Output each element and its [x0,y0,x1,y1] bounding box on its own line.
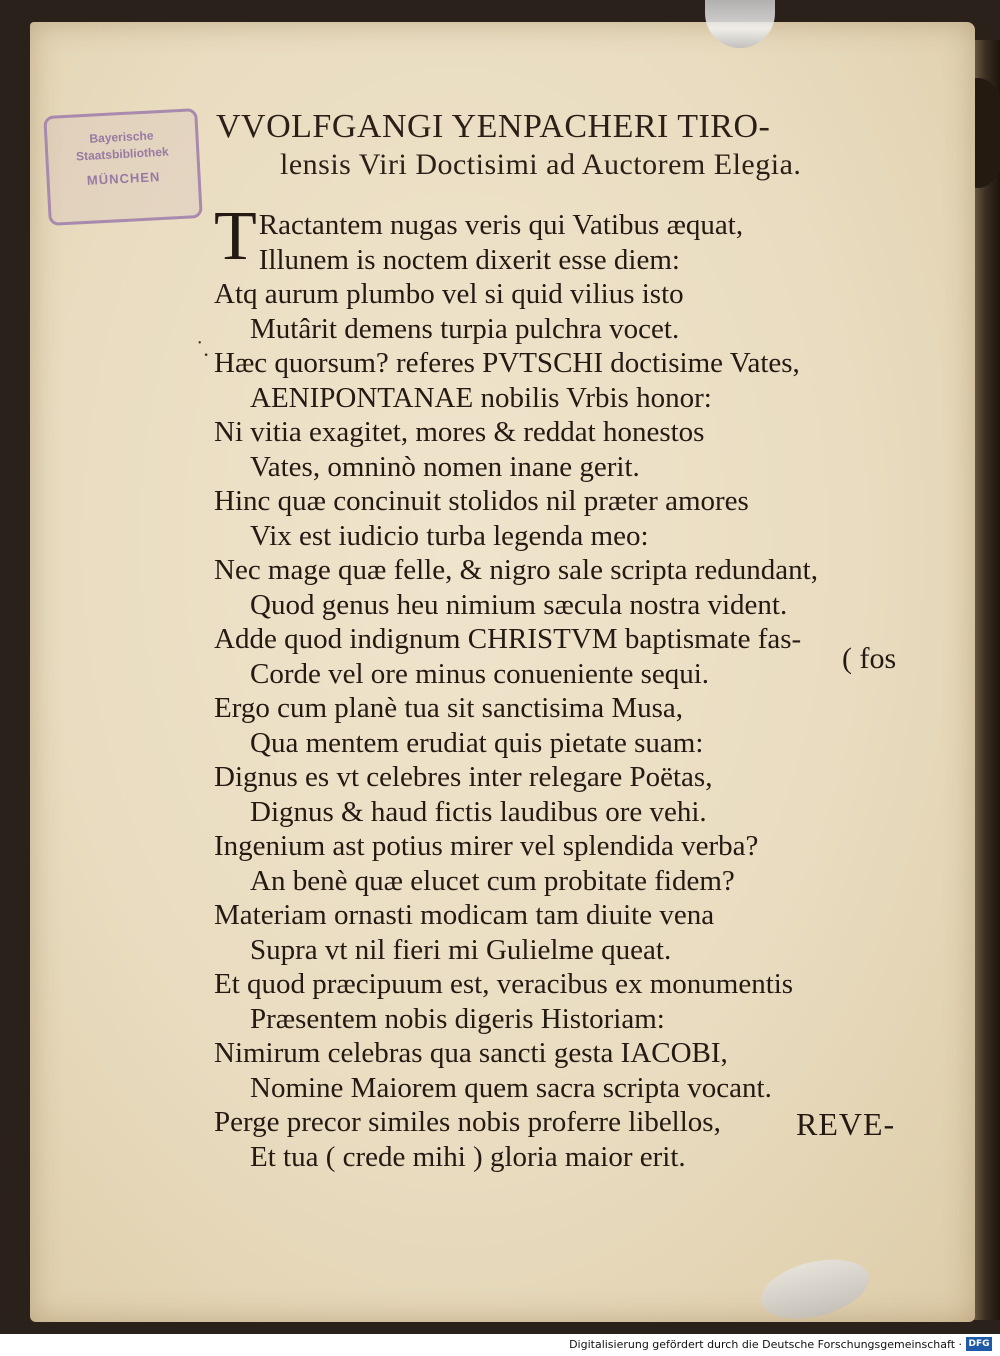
poem-line: Atq aurum plumbo vel si quid vilius isto [214,278,684,310]
poem-body [214,198,924,1174]
poem-line: Ni vitia exagitet, mores & reddat honestos [214,416,705,448]
poem-line: Hæc quorsum? referes PVTSCHI doctisime Vates, [214,347,800,379]
poem-line: AENIPONTANAE nobilis Vrbis honor: [250,381,712,414]
poem-line: Dignus es vt celebres inter relegare Poëtas, [214,761,713,793]
dfg-logo: DFG [966,1337,992,1351]
poem-line: Materiam ornasti modicam tam diuite vena [214,899,715,931]
stamp-line-1: Bayerische [89,128,154,146]
margin-mark: ˙. [196,336,209,361]
poem-line: Vates, omninò nomen inane gerit. [250,450,640,483]
poem-line: Nimirum celebras qua sancti gesta IACOBI, [214,1037,728,1069]
catchword: REVE- [796,1106,896,1142]
poem-line: Nomine Maiorem quem sacra scripta vocant. [250,1071,772,1104]
poem-line: Dignus & haud fictis laudibus ore vehi. [250,795,707,828]
poem-line: Mutârit demens turpia pulchra vocet. [250,312,680,345]
poem-line: Ergo cum planè tua sit sanctisima Musa, [214,692,684,724]
drop-cap: T [214,198,257,275]
poem-line: Adde quod indignum CHRISTVM baptismate fas- [214,623,802,655]
poem-line: Et quod præcipuum est, veracibus ex monumentis [214,968,794,1000]
poem-line: Ingenium ast potius mirer vel splendida verba? [214,830,759,862]
poem-line: Et tua ( crede mihi ) gloria maior erit. [250,1140,686,1173]
stamp-line-2: Staatsbibliothek [75,144,169,164]
poem-line: Nec mage quæ felle, & nigro sale scripta redundant, [214,554,818,586]
poem-line: Vix est iudicio turba legenda meo: [250,519,649,552]
poem-line: Quod genus heu nimium sæcula nostra vident. [250,588,788,621]
poem-line: An benè quæ elucet cum probitate fidem? [250,864,735,897]
poem-line: Qua mentem erudiat quis pietate suam: [250,726,704,759]
poem-line: Supra vt nil fieri mi Gulielme queat. [250,933,672,966]
heading-line-1: VVOLFGANGI YENPACHERI TIRO- [216,108,771,145]
stamp-city: MÜNCHEN [86,169,161,188]
poem-line: Illunem is noctem dixerit esse diem: [258,243,680,276]
heading-line-2: lensis Viri Doctisimi ad Auctorem Elegia. [280,148,802,181]
turnover-fragment: ( fos [842,642,897,675]
poem-line: Hinc quæ concinuit stolidos nil præter amores [214,485,749,517]
funding-credit: Digitalisierung gefördert durch die Deutsche Forschungsgemeinschaft · [569,1338,962,1351]
poem-line: Corde vel ore minus conueniente sequi. [250,657,710,690]
library-stamp [43,108,203,226]
page-heading [216,108,916,184]
poem-line: Præsentem nobis digeris Historiam: [250,1002,665,1035]
poem-line-text: Ractantem nugas veris qui Vatibus æquat, [258,209,744,241]
footer-bar [0,1334,1000,1356]
poem-line: Perge precor similes nobis proferre libellos, [214,1106,721,1138]
